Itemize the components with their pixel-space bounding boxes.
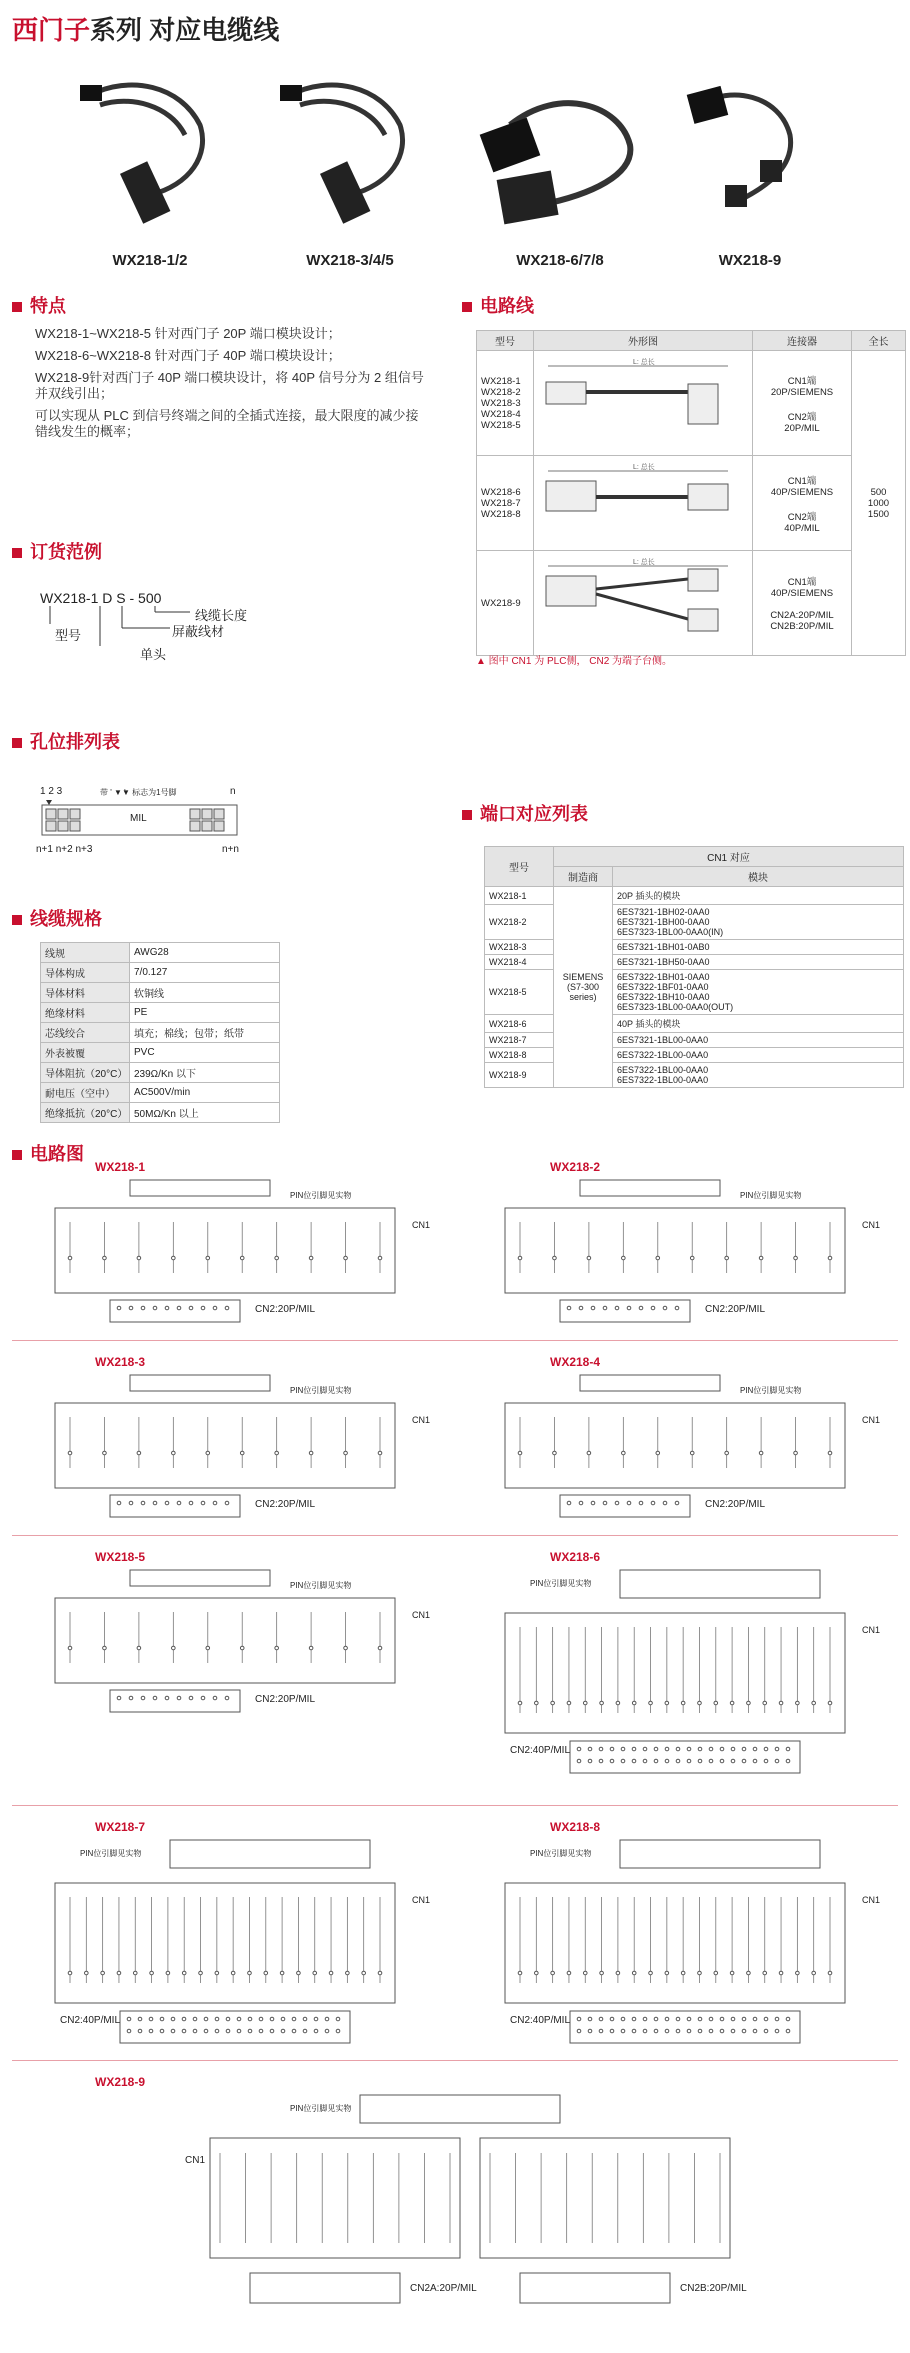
wiring-svg <box>20 1178 440 1338</box>
cable-outline-drawing <box>538 459 743 544</box>
section-marker-icon <box>12 738 22 748</box>
separator-line <box>12 1535 898 1536</box>
circuit-diagram <box>20 1355 440 1535</box>
spec-key: 导体材料 <box>41 983 130 1003</box>
cable-photo-4 <box>670 65 820 225</box>
cn2-label: CN2:20P/MIL <box>255 1499 316 1510</box>
diagram-title: WX218-3 <box>95 1355 146 1369</box>
wiring-svg <box>20 1568 440 1728</box>
spec-value: PE <box>130 1003 280 1023</box>
circuit-drawing <box>534 551 753 656</box>
spec-value: AWG28 <box>130 943 280 963</box>
port-model: WX218-2 <box>485 905 554 940</box>
spec-row <box>41 1083 280 1103</box>
wiring-svg <box>470 1373 890 1533</box>
port-row <box>485 1015 904 1033</box>
diagram-title: WX218-9 <box>95 2075 146 2089</box>
port-row <box>485 970 904 1015</box>
port-module: 6ES7321-1BL00-0AA0 <box>613 1033 904 1048</box>
pin-note-label: PIN位引脚见实物 <box>290 2104 352 2113</box>
pin-note-label: PIN位引脚见实物 <box>740 1386 802 1395</box>
spec-row <box>41 1003 280 1023</box>
cable-photo-2 <box>270 65 420 225</box>
cn2-label: CN2:20P/MIL <box>255 1694 316 1705</box>
ordering-label-single: 单头 <box>140 647 167 662</box>
cn1-label: CN1 <box>412 1610 431 1620</box>
pin-note-label: PIN位引脚见实物 <box>290 1386 352 1395</box>
port-table <box>484 846 904 1088</box>
port-model: WX218-5 <box>485 970 554 1015</box>
cn1-label: CN1 <box>412 1220 431 1230</box>
port-module: 6ES7321-1BH02-0AA0 6ES7321-1BH00-0AA0 6ES7323-1BL00-0AA0(IN) <box>613 905 904 940</box>
wiring-svg <box>20 1373 440 1533</box>
diagram-title: WX218-6 <box>550 1550 601 1564</box>
port-col-maker: 制造商 <box>554 867 613 887</box>
title-brand: 西门子 <box>12 15 91 45</box>
spec-key: 导体阻抗（20°C） <box>41 1063 130 1083</box>
pin-n-label: n <box>230 786 236 797</box>
pin-note: ▼ 标志为1号脚 <box>122 788 177 797</box>
spec-value: 填充；棉线；包带；纸带 <box>130 1023 280 1043</box>
circuit-diagram <box>20 1160 440 1340</box>
cn2-label: CN2:40P/MIL <box>60 2015 121 2026</box>
circuit-col-model: 型号 <box>477 331 534 351</box>
spec-key: 耐电压（空中） <box>41 1083 130 1103</box>
diagram-title: WX218-5 <box>95 1550 146 1564</box>
cable-photo-1 <box>70 65 220 225</box>
port-module: 6ES7321-1BH01-0AB0 <box>613 940 904 955</box>
product-caption-2: WX218-3/4/5 <box>306 252 394 269</box>
circuit-diagram <box>470 1820 890 2060</box>
spec-value: AC500V/min <box>130 1083 280 1103</box>
diagram-heading: 电路图 <box>12 1140 84 1166</box>
port-row <box>485 905 904 940</box>
spec-value: 239Ω/Kn 以下 <box>130 1063 280 1083</box>
cn2b-label: CN2B:20P/MIL <box>680 2283 747 2294</box>
cable-outline-drawing <box>538 554 743 649</box>
circuit-connector: CN1端 20P/SIEMENS CN2端 20P/MIL <box>753 351 852 456</box>
port-module: 40P 插头的模块 <box>613 1015 904 1033</box>
svg-text:L: 总长: L: 总长 <box>633 464 655 471</box>
circuit-diagram <box>470 1550 890 1790</box>
port-row <box>485 1063 904 1088</box>
diagram-title: WX218-4 <box>550 1355 601 1369</box>
product-caption-4: WX218-9 <box>718 252 782 269</box>
features-heading: 特点 <box>12 292 66 318</box>
feature-line: WX218-1~WX218-5 针对西门子 20P 端口模块设计； <box>35 326 341 341</box>
port-row <box>485 1048 904 1063</box>
section-marker-icon <box>12 548 22 558</box>
port-module: 6ES7322-1BL00-0AA0 <box>613 1048 904 1063</box>
port-model: WX218-9 <box>485 1063 554 1088</box>
port-module: 20P 插头的模块 <box>613 887 904 905</box>
spec-row <box>41 1043 280 1063</box>
circuit-col-length: 全长 <box>852 331 906 351</box>
port-model: WX218-4 <box>485 955 554 970</box>
pin-note-label: PIN位引脚见实物 <box>530 1579 592 1588</box>
pin-nn-label: n+n <box>222 844 239 855</box>
spec-row <box>41 1063 280 1083</box>
spec-heading: 线缆规格 <box>12 905 102 931</box>
circuit-diagram <box>20 1820 440 2060</box>
product-caption-1: WX218-1/2 <box>112 252 188 269</box>
port-module: 6ES7322-1BL00-0AA0 6ES7322-1BL00-0AA0 <box>613 1063 904 1088</box>
product-caption-3: WX218-6/7/8 <box>516 252 604 269</box>
feature-line: 可以实现从 PLC 到信号终端之间的全插式连接，最大限度的减少接错线发生的概率； <box>35 408 419 439</box>
circuit-heading: 电路线 <box>462 292 534 318</box>
feature-line: WX218-6~WX218-8 针对西门子 40P 端口模块设计； <box>35 348 341 363</box>
cn1-label: CN1 <box>862 1415 881 1425</box>
spec-row <box>41 963 280 983</box>
circuit-models: WX218-9 <box>477 551 534 656</box>
cable-outline-drawing <box>538 354 743 449</box>
feature-line: WX218-9针对西门子 40P 端口模块设计，将 40P 信号分为 2 组信号并双线引出； <box>35 370 424 401</box>
spec-value: 软铜线 <box>130 983 280 1003</box>
svg-text:L: 总长: L: 总长 <box>633 559 655 566</box>
port-heading: 端口对应列表 <box>462 800 588 826</box>
port-module: 6ES7321-1BH50-0AA0 <box>613 955 904 970</box>
separator-line <box>12 1805 898 1806</box>
section-marker-icon <box>462 810 472 820</box>
spec-key: 外表被覆 <box>41 1043 130 1063</box>
circuit-models: WX218-1 WX218-2 WX218-3 WX218-4 WX218-5 <box>477 351 534 456</box>
spec-row <box>41 943 280 963</box>
pin-bottom-labels: n+1 n+2 n+3 <box>36 844 93 855</box>
port-row <box>485 887 904 905</box>
cn2a-label: CN2A:20P/MIL <box>410 2283 477 2294</box>
spec-key: 导体构成 <box>41 963 130 983</box>
section-marker-icon <box>12 1150 22 1160</box>
cn2-label: CN2:40P/MIL <box>510 1745 571 1756</box>
diagram-title: WX218-8 <box>550 1820 601 1834</box>
ordering-code: WX218-1 D S - 500 <box>40 590 162 606</box>
cn2-label: CN2:20P/MIL <box>255 1304 316 1315</box>
cable-photo-3 <box>470 65 650 225</box>
cn1-label: CN1 <box>862 1220 881 1230</box>
circuit-drawing <box>534 456 753 551</box>
section-marker-icon <box>12 302 22 312</box>
section-marker-icon <box>12 915 22 925</box>
cn1-label: CN1 <box>412 1895 431 1905</box>
spec-value: PVC <box>130 1043 280 1063</box>
circuit-table <box>476 330 906 656</box>
diagram-title: WX218-2 <box>550 1160 601 1174</box>
spec-row <box>41 1103 280 1123</box>
port-row <box>485 1033 904 1048</box>
ordering-label-model: 型号 <box>55 628 82 643</box>
spec-key: 线规 <box>41 943 130 963</box>
port-model: WX218-6 <box>485 1015 554 1033</box>
circuit-diagram <box>470 1355 890 1535</box>
circuit-connector: CN1端 40P/SIEMENS CN2端 40P/MIL <box>753 456 852 551</box>
svg-text:L: 总长: L: 总长 <box>633 359 655 366</box>
cn2-label: CN2:40P/MIL <box>510 2015 571 2026</box>
circuit-col-drawing: 外形图 <box>534 331 753 351</box>
cn1-label: CN1 <box>412 1415 431 1425</box>
ordering-label-shield: 屏蔽线材 <box>172 624 225 639</box>
ordering-heading: 订货范例 <box>12 538 102 564</box>
spec-table <box>40 942 280 1123</box>
circuit-drawing <box>534 351 753 456</box>
cn1-label: CN1 <box>862 1895 881 1905</box>
pin-mil-label: MIL <box>130 813 147 824</box>
section-marker-icon <box>462 302 472 312</box>
port-model: WX218-1 <box>485 887 554 905</box>
circuit-diagram <box>20 1550 440 1730</box>
pin-note-label: PIN位引脚见实物 <box>530 1849 592 1858</box>
page-title <box>12 10 279 47</box>
spec-key: 芯线绞合 <box>41 1023 130 1043</box>
cn2-label: CN2:20P/MIL <box>705 1499 766 1510</box>
circuit-models: WX218-6 WX218-7 WX218-8 <box>477 456 534 551</box>
circuit-connector: CN1端 40P/SIEMENS CN2A:20P/MIL CN2B:20P/MIL <box>753 551 852 656</box>
spec-value: 7/0.127 <box>130 963 280 983</box>
title-rest: 系列 对应电缆线 <box>90 15 280 45</box>
circuit-note: ▲ 图中 CN1 为 PLC侧， CN2 为端子台侧。 <box>476 656 673 667</box>
diagram-title: WX218-7 <box>95 1820 146 1834</box>
ordering-label-length: 线缆长度 <box>195 608 248 623</box>
separator-line <box>12 1340 898 1341</box>
spec-row <box>41 983 280 1003</box>
spec-key: 绝缘抵抗（20°C） <box>41 1103 130 1123</box>
circuit-diagram <box>470 1160 890 1340</box>
port-model: WX218-8 <box>485 1048 554 1063</box>
port-module: 6ES7322-1BH01-0AA0 6ES7322-1BF01-0AA0 6ES7322-1BH10-0AA0 6ES7323-1BL00-0AA0(OUT) <box>613 970 904 1015</box>
port-col-cn1: CN1 对应 <box>554 847 904 867</box>
port-row <box>485 940 904 955</box>
separator-line <box>12 2060 898 2061</box>
circuit-diagram <box>20 2075 890 2345</box>
port-col-model: 型号 <box>485 847 554 887</box>
cn2-label: CN2:20P/MIL <box>705 1304 766 1315</box>
pin-heading: 孔位排列表 <box>12 728 120 754</box>
features-list <box>35 326 425 446</box>
circuit-col-connector: 连接器 <box>753 331 852 351</box>
spec-row <box>41 1023 280 1043</box>
cn1-label: CN1 <box>862 1625 881 1635</box>
diagram-title: WX218-1 <box>95 1160 146 1174</box>
wiring-svg <box>20 2093 880 2343</box>
pin-note-label: PIN位引脚见实物 <box>290 1581 352 1590</box>
pin-note-label: PIN位引脚见实物 <box>290 1191 352 1200</box>
pin-note-label: PIN位引脚见实物 <box>740 1191 802 1200</box>
port-model: WX218-3 <box>485 940 554 955</box>
cn1-label: CN1 <box>185 2155 206 2166</box>
port-model: WX218-7 <box>485 1033 554 1048</box>
pin-top-labels: 1 2 3 <box>40 786 63 797</box>
port-row <box>485 955 904 970</box>
port-maker: SIEMENS (S7-300 series) <box>554 887 613 1088</box>
pin-note-label: PIN位引脚见实物 <box>80 1849 142 1858</box>
circuit-length: 500 1000 1500 <box>852 351 906 656</box>
wiring-svg <box>470 1178 890 1338</box>
spec-value: 50MΩ/Kn 以上 <box>130 1103 280 1123</box>
pin-mark-label: 带 ' ▼ ' <box>100 788 126 797</box>
spec-key: 绝缘材料 <box>41 1003 130 1023</box>
port-col-module: 模块 <box>613 867 904 887</box>
